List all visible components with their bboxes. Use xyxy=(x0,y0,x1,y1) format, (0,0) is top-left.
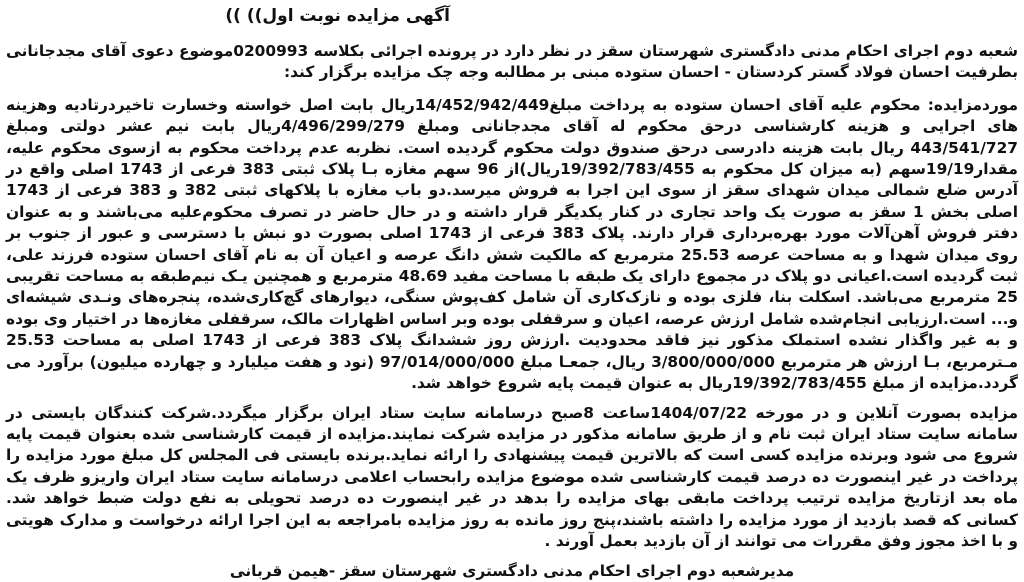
notice-signature: مدیرشعبه دوم اجرای احکام مدنی دادگستری شهرستان سقز -هیمن قربانی xyxy=(229,562,795,581)
auction-notice xyxy=(6,4,1019,581)
notice-title: آگهی مزایده نوبت اول)) )) xyxy=(225,6,450,26)
auction-subject-paragraph xyxy=(6,95,1018,395)
auction-subject-text: محکوم علیه آقای احسان ستوده به پرداخت مبلغ14/452/942/449ریال بابت اصل خواسته وخسارت تاخیردرتادیه وهزینه های اجرایی و هزینه کارشناسی درحق محکوم له آقای مجدجانانی ومبلغ 4/496/299/279ریال بابت نیم عشر دولتی ومبلغ 443/541/727 ریال بابت هزینه دادرسی درحق صندوق دولت محکوم گردیده است. نظربه عدم پرداخت محکوم به ازسوی محکوم علیه، مقدار19/19سهم (به میزان کل محکوم به 19/392/783/455ریال)از 96 سهم مغازه بـا پلاک ثبتی 383 فرعی از 1743 اصلی واقع در آدرس ضلع شمالی میدان شهدای سقز از سوی این اجرا به فروش میرسد.دو باب مغازه با پلاکهای ثبتی 382 و 383 فرعی از 1743 اصلی بخش 1 سقز به صورت یک واحد تجاری در کنار یکدیگر قرار داشته و در حال حاضر در تصرف محکوم‌علیه می‌باشند و به عنوان دفتر فروش آهن‌آلات مورد بهره‌برداری قرار دارند. پلاک 383 فرعی از 1743 اصلی بصورت دو نبش با دسترسی و عبور از جنوب بر روی میدان شهدا و به مساحت عرصه 25.53 مترمربع که مالکیت شش دانگ عرصه و اعیان آن به نام آقای احسان ستوده فرزند علی، ثبت گردیده است.اعیانی دو پلاک در مجموع دارای یک طبقه با مساحت مفید 48.69 مترمربع و همچنین یـک نیم‌طبقه به مساحت تقریبی 25 مترمربع می‌باشد. اسکلت بنا، فلزی بوده و نازک‌کاری آن شامل کف‌پوش سنگی، دیوارهای گچ‌کاری‌شده، پنجره‌های ونـدی شیشه‌ای و... است.ارزیابی انجام‌شده شامل ارزش عرصه، اعیان و سرقفلی بوده وبر اساس اظهارات مالک، سرقفلی مغازه‌ها در اختیار وی بوده و به غیر واگذار نشده استملک مذکور نیز فاقد محدودیت .ارزش روز ششدانگ پلاک 383 فرعی از 1743 اصلی به مساحت 25.53 مـترمربع، بـا ارزش هر مترمربع 3/800/000/000 ریال، جمعـا مبلغ 97/014/000/000 (نود و هفت میلیارد و چهارده میلیون) برآورد می گردد.مزایده از مبلغ 19/392/783/455ریال به عنوان قیمت پایه شروع خواهد شد. xyxy=(6,95,1019,393)
auction-subject-label: موردمزایده: xyxy=(927,95,1018,114)
notice-intro: شعبه دوم اجرای احکام مدنی دادگستری شهرستان سقز در نظر دارد در پرونده اجرائی بکلاسه 0200993موضوع دعوی آقای مجدجانانی بطرفیت احسان فولاد گستر کردستان - احسان ستوده مبنی بر مطالبه وجه چک مزایده برگزار کند: xyxy=(6,42,1019,82)
auction-conditions-paragraph: مزایده بصورت آنلاین و در مورخه 1404/07/22ساعت 8صبح درسامانه سایت ستاد ایران برگزار میگردد.شرکت کنندگان بایستی در سامانه سایت ستاد ایران ثبت نام و از طریق سامانه مذکور در مزایده شرکت نمایند.مزایده از قیمت کارشناسی شده بعنوان قیمت پایه شروع می شود وبرنده مزایده کسی است که بالاترین قیمت پیشنهادی را ارائه نماید.برنده بایستی فی المجلس کل مبلغ مورد مزایده را پرداخت در غیر اینصورت ده درصد قیمت کارشناسی شده موضوع مزایده رابحساب اعلامی درسامانه سایت ستاد ایران واریزو ظرف یک ماه بعد ازتاریخ مزایده ترتیب پرداخت مابقی بهای مزایده را بدهد در غیر اینصورت ده درصد تحویلی به نفع دولت ضبط خواهد شد. کسانی که قصد بازدید از مورد مزایده را داشته باشند،پنج روز مانده به روز مزایده بامراجعه به این اجرا ارائه درخواست و مدارک هویتی و با اخذ مجوز وفق مقررات می توانند از آن بازدید بعمل آورند . xyxy=(6,403,1018,550)
